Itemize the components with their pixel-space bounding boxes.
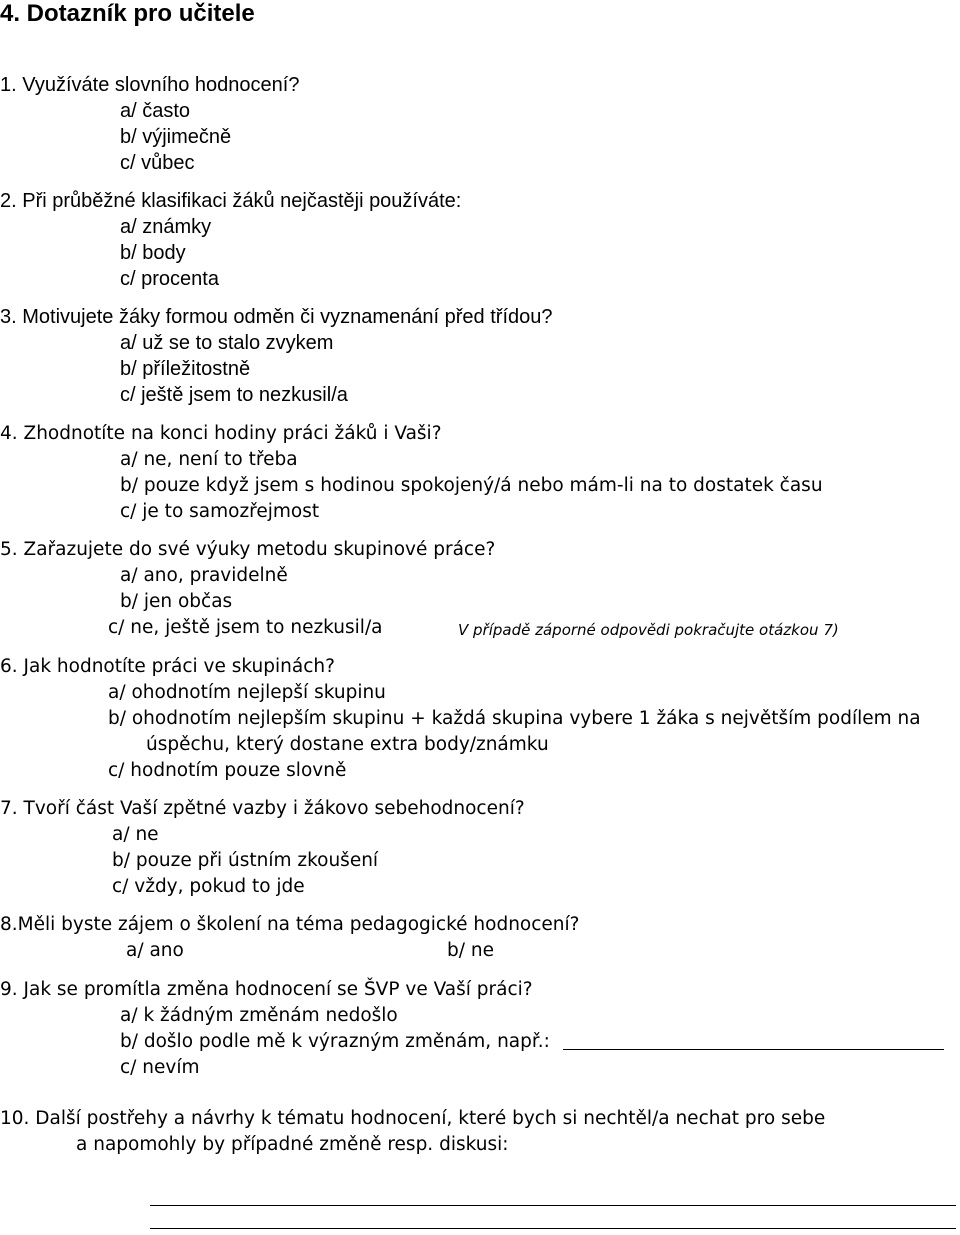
- q1-option-b: b/ výjimečně: [120, 126, 232, 148]
- question-3: 3. Motivujete žáky formou odměn či vyznamenání před třídou?: [0, 306, 553, 328]
- q2-option-c: c/ procenta: [120, 268, 219, 290]
- q5-option-a: a/ ano, pravidelně: [120, 565, 288, 586]
- q5-option-b: b/ jen občas: [120, 591, 233, 612]
- q3-option-b: b/ příležitostně: [120, 358, 251, 380]
- q9-option-a: a/ k žádným změnám nedošlo: [120, 1005, 398, 1026]
- q9-option-c: c/ nevím: [120, 1057, 200, 1078]
- q4-option-c: c/ je to samozřejmost: [120, 501, 320, 522]
- q3-option-a: a/ už se to stalo zvykem: [120, 332, 334, 354]
- q4-option-a: a/ ne, není to třeba: [120, 449, 298, 470]
- q4-option-b: b/ pouze když jsem s hodinou spokojený/á nebo mám-li na to dostatek času: [120, 475, 823, 496]
- q6-option-c: c/ hodnotím pouze slovně: [108, 760, 347, 781]
- q10-answer-line-2[interactable]: [150, 1228, 956, 1229]
- q7-option-a: a/ ne: [112, 824, 159, 845]
- q8-option-b: b/ ne: [447, 940, 494, 961]
- q6-option-b-continued: úspěchu, který dostane extra body/známku: [146, 734, 549, 755]
- q1-option-c: c/ vůbec: [120, 152, 195, 174]
- q5-skip-note: V případě záporné odpovědi pokračujte otázkou 7): [458, 621, 839, 639]
- question-9: 9. Jak se promítla změna hodnocení se ŠVP ve Vaší práci?: [0, 979, 533, 1000]
- question-8: 8.Měli byste zájem o školení na téma pedagogické hodnocení?: [0, 914, 580, 935]
- q9-option-b: b/ došlo podle mě k výrazným změnám, např.:: [120, 1031, 550, 1052]
- q6-option-b: b/ ohodnotím nejlepším skupinu + každá skupina vybere 1 žáka s největším podílem na: [108, 708, 921, 729]
- q2-option-b: b/ body: [120, 242, 186, 264]
- q8-option-a: a/ ano: [126, 940, 184, 961]
- question-1: 1. Využíváte slovního hodnocení?: [0, 74, 300, 96]
- q2-option-a: a/ známky: [120, 216, 212, 238]
- question-10: 10. Další postřehy a návrhy k tématu hodnocení, které bych si nechtěl/a nechat pro sebe: [0, 1108, 826, 1129]
- question-6: 6. Jak hodnotíte práci ve skupinách?: [0, 656, 335, 677]
- page-title: 4. Dotazník pro učitele: [0, 0, 255, 27]
- q6-option-a: a/ ohodnotím nejlepší skupinu: [108, 682, 386, 703]
- q5-option-c: c/ ne, ještě jsem to nezkusil/a: [108, 617, 383, 638]
- q1-option-a: a/ často: [120, 100, 191, 122]
- q7-option-b: b/ pouze při ústním zkoušení: [112, 850, 379, 871]
- question-2: 2. Při průběžné klasifikaci žáků nejčastěji používáte:: [0, 190, 462, 212]
- question-7: 7. Tvoří část Vaší zpětné vazby i žákovo sebehodnocení?: [0, 798, 525, 819]
- question-5: 5. Zařazujete do své výuky metodu skupinové práce?: [0, 539, 496, 560]
- q3-option-c: c/ ještě jsem to nezkusil/a: [120, 384, 348, 406]
- q10-answer-line-1[interactable]: [150, 1205, 956, 1206]
- q7-option-c: c/ vždy, pokud to jde: [112, 876, 305, 897]
- question-10-continued: a napomohly by případné změně resp. diskusi:: [76, 1134, 509, 1155]
- question-4: 4. Zhodnotíte na konci hodiny práci žáků i Vaši?: [0, 423, 442, 444]
- q9-answer-line[interactable]: [563, 1049, 944, 1050]
